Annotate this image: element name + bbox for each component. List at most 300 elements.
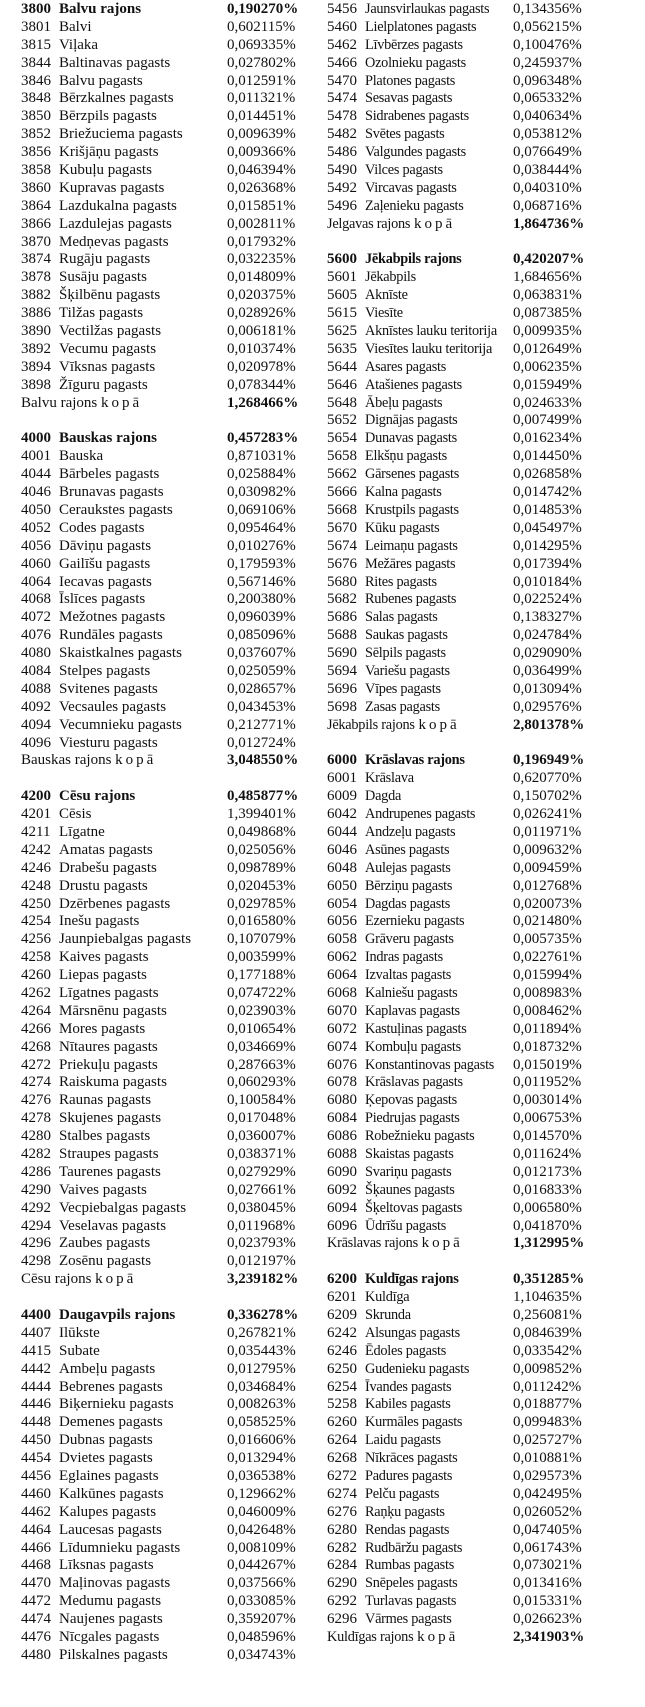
municipality-name: Skujenes pagasts (59, 1110, 162, 1127)
district-share: 0,196949% (513, 752, 585, 769)
district-section (327, 752, 639, 1253)
municipality-share: 0,017048% (227, 1110, 296, 1127)
municipality-row (21, 1522, 311, 1540)
municipality-code: 5462 (327, 36, 357, 53)
municipality-code: 6058 (327, 931, 357, 948)
municipality-share: 0,020375% (227, 287, 296, 304)
municipality-row (327, 1164, 639, 1182)
municipality-name: Vecpiebalgas pagasts (59, 1199, 187, 1216)
municipality-share: 0,003014% (513, 1092, 582, 1109)
municipality-share: 0,020073% (513, 895, 582, 912)
municipality-share: 0,036538% (227, 1468, 296, 1485)
municipality-name: Aulejas pagasts (365, 859, 451, 876)
municipality-code: 5666 (327, 484, 357, 501)
municipality-name: Ambeļu pagasts (59, 1360, 156, 1377)
district-name: Bauskas rajons (59, 430, 157, 447)
municipality-row (21, 699, 311, 717)
municipality-name: Vecumnieku pagasts (59, 716, 182, 733)
municipality-code: 3852 (21, 126, 51, 143)
municipality-row (21, 1200, 311, 1218)
municipality-code: 4476 (21, 1629, 51, 1646)
municipality-row (21, 1450, 311, 1468)
municipality-name: Ceraukstes pagasts (59, 501, 173, 518)
district-section (327, 1271, 639, 1647)
municipality-row (327, 1611, 639, 1629)
municipality-name: Taurenes pagasts (59, 1163, 161, 1180)
municipality-code: 4480 (21, 1646, 51, 1663)
municipality-row (21, 1182, 311, 1200)
municipality-share: 0,009639% (227, 126, 296, 143)
municipality-name: Veselavas pagasts (59, 1217, 167, 1234)
municipality-share: 0,011321% (227, 90, 296, 107)
municipality-code: 4096 (21, 734, 51, 751)
municipality-row (327, 878, 639, 896)
municipality-name: Kupravas pagasts (59, 179, 165, 196)
municipality-share: 0,035443% (227, 1342, 296, 1359)
municipality-code: 3886 (21, 305, 51, 322)
municipality-name: Konstantinovas pagasts (365, 1056, 495, 1073)
municipality-share: 0,014853% (513, 501, 582, 518)
municipality-share: 0,026241% (513, 806, 582, 823)
district-header-row (327, 752, 639, 770)
municipality-row (21, 1253, 311, 1271)
municipality-row (21, 251, 311, 269)
municipality-row (21, 1432, 311, 1450)
total-word: kopā (417, 1629, 459, 1646)
municipality-share: 0,074722% (227, 984, 296, 1001)
municipality-share: 0,009852% (513, 1360, 582, 1377)
municipality-name: Ezernieku pagasts (365, 913, 465, 930)
municipality-row (21, 735, 311, 753)
municipality-code: 4064 (21, 573, 51, 590)
municipality-name: Inešu pagasts (59, 913, 140, 930)
municipality-share: 0,011242% (513, 1378, 582, 1395)
municipality-share: 0,007499% (513, 412, 582, 429)
municipality-code: 3894 (21, 358, 51, 375)
municipality-code: 4046 (21, 484, 51, 501)
municipality-name: Brunavas pagasts (59, 484, 164, 501)
municipality-name: Rudbāržu pagasts (365, 1539, 463, 1556)
municipality-name: Vīksnas pagasts (59, 358, 156, 375)
municipality-row (21, 1361, 311, 1379)
district-share: 0,190270% (227, 1, 299, 17)
municipality-row (327, 1414, 639, 1432)
total-label: Kuldīgas rajons (327, 1629, 414, 1646)
municipality-share: 0,025884% (227, 466, 296, 483)
municipality-code: 5680 (327, 573, 357, 590)
municipality-code: 6092 (327, 1181, 357, 1198)
municipality-share: 0,033542% (513, 1342, 582, 1359)
municipality-share: 0,013416% (513, 1575, 582, 1592)
municipality-share: 1,399401% (227, 806, 296, 823)
municipality-row (327, 913, 639, 931)
municipality-row (21, 1486, 311, 1504)
municipality-row (327, 788, 639, 806)
municipality-name: Gailīšu pagasts (59, 555, 151, 572)
municipality-name: Viesītes lauku teritorija (365, 340, 493, 357)
municipality-code: 6201 (327, 1289, 357, 1306)
municipality-share: 0,029573% (513, 1468, 582, 1485)
municipality-name: Snēpeles pagasts (365, 1575, 458, 1592)
district-section (21, 1307, 311, 1665)
municipality-code: 6050 (327, 877, 357, 894)
municipality-code: 4462 (21, 1503, 51, 1520)
municipality-row (327, 1307, 639, 1325)
municipality-name: Dvietes pagasts (59, 1450, 153, 1467)
municipality-share: 0,015949% (513, 376, 582, 393)
municipality-code: 4407 (21, 1324, 51, 1341)
municipality-code: 6074 (327, 1038, 357, 1055)
municipality-row (327, 287, 639, 305)
district-header-row (327, 1271, 639, 1289)
municipality-row (327, 19, 639, 37)
municipality-row (327, 1396, 639, 1414)
municipality-row (327, 627, 639, 645)
district-share: 0,485877% (227, 788, 299, 805)
municipality-share: 0,009366% (227, 144, 296, 161)
municipality-code: 4076 (21, 627, 51, 644)
municipality-row (327, 377, 639, 395)
municipality-row (327, 323, 639, 341)
municipality-code: 6094 (327, 1199, 357, 1216)
district-header-row (21, 1, 311, 19)
municipality-name: Raņķu pagasts (365, 1503, 445, 1520)
municipality-share: 0,021480% (513, 913, 582, 930)
district-name: Kuldīgas rajons (365, 1271, 459, 1288)
municipality-code: 6076 (327, 1056, 357, 1073)
municipality-row (327, 1557, 639, 1575)
municipality-name: Zasas pagasts (365, 698, 440, 715)
municipality-share: 0,012649% (513, 340, 582, 357)
municipality-name: Atašienes pagasts (365, 376, 462, 393)
municipality-row (327, 484, 639, 502)
municipality-share: 0,026858% (513, 466, 582, 483)
municipality-code: 6084 (327, 1110, 357, 1127)
municipality-code: 5686 (327, 609, 357, 626)
municipality-code: 6078 (327, 1074, 357, 1091)
municipality-name: Kaplavas pagasts (365, 1002, 460, 1019)
municipality-code: 5682 (327, 591, 357, 608)
municipality-row (327, 412, 639, 430)
municipality-share: 1,104635% (513, 1289, 582, 1306)
municipality-row (327, 1522, 639, 1540)
municipality-row (327, 1182, 639, 1200)
section-gap (327, 234, 639, 252)
municipality-row (327, 1504, 639, 1522)
municipality-name: Asares pagasts (365, 358, 447, 375)
municipality-share: 0,069106% (227, 501, 296, 518)
municipality-row (327, 1146, 639, 1164)
section-gap (21, 770, 311, 788)
municipality-row (327, 1074, 639, 1092)
municipality-name: Rubenes pagasts (365, 591, 457, 608)
municipality-code: 3856 (21, 144, 51, 161)
municipality-share: 0,200380% (227, 591, 296, 608)
municipality-name: Līksnas pagasts (59, 1557, 154, 1574)
municipality-code: 6070 (327, 1002, 357, 1019)
municipality-share: 0,009935% (513, 323, 582, 340)
municipality-name: Līgatne (59, 823, 105, 840)
municipality-share: 0,100476% (513, 36, 582, 53)
municipality-name: Kastuļinas pagasts (365, 1020, 467, 1037)
municipality-name: Aknīste (365, 287, 408, 304)
municipality-code: 6254 (327, 1378, 357, 1395)
municipality-row (21, 860, 311, 878)
municipality-row (327, 448, 639, 466)
municipality-name: Rundāles pagasts (59, 627, 163, 644)
municipality-row (327, 162, 639, 180)
municipality-row (327, 806, 639, 824)
municipality-code: 4286 (21, 1163, 51, 1180)
municipality-code: 4266 (21, 1020, 51, 1037)
municipality-row (327, 55, 639, 73)
district-section (21, 430, 311, 770)
municipality-share: 0,011894% (513, 1020, 582, 1037)
municipality-row (21, 1396, 311, 1414)
municipality-code: 3878 (21, 269, 51, 286)
municipality-name: Lielplatones pagasts (365, 18, 477, 35)
municipality-row (21, 538, 311, 556)
municipality-name: Straupes pagasts (59, 1146, 159, 1162)
municipality-name: Dubnas pagasts (59, 1432, 153, 1449)
total-share: 3,239182% (227, 1271, 299, 1288)
municipality-share: 0,008109% (227, 1539, 296, 1556)
municipality-row (327, 824, 639, 842)
municipality-share: 0,037566% (227, 1575, 296, 1592)
total-label: Jelgavas rajons (327, 215, 411, 232)
municipality-share: 0,073021% (513, 1557, 582, 1574)
municipality-share: 0,030982% (227, 484, 296, 501)
municipality-row (21, 1235, 311, 1253)
municipality-row (21, 1611, 311, 1629)
municipality-row (21, 1218, 311, 1236)
municipality-row (327, 949, 639, 967)
municipality-share: 0,024784% (513, 627, 582, 644)
municipality-share: 0,063831% (513, 287, 582, 304)
municipality-code: 6282 (327, 1539, 357, 1556)
municipality-share: 0,212771% (227, 716, 296, 733)
municipality-code: 5605 (327, 287, 357, 304)
municipality-row (21, 931, 311, 949)
municipality-row (327, 609, 639, 627)
municipality-name: Indras pagasts (365, 949, 443, 966)
municipality-code: 4258 (21, 949, 51, 966)
municipality-row (21, 967, 311, 985)
municipality-row (327, 198, 639, 216)
municipality-code: 4084 (21, 662, 51, 679)
municipality-share: 0,010184% (513, 573, 582, 590)
municipality-code: 5646 (327, 376, 357, 393)
municipality-share: 0,028926% (227, 305, 296, 322)
municipality-row (327, 144, 639, 162)
municipality-share: 0,620770% (513, 770, 582, 787)
municipality-share: 0,012197% (227, 1253, 296, 1270)
municipality-row (327, 556, 639, 574)
municipality-name: Lazdukalna pagasts (59, 197, 177, 214)
municipality-row (327, 967, 639, 985)
municipality-row (327, 1110, 639, 1128)
municipality-name: Dignājas pagasts (365, 412, 458, 429)
municipality-row (21, 1575, 311, 1593)
municipality-code: 4456 (21, 1468, 51, 1485)
municipality-share: 0,009459% (513, 859, 582, 876)
municipality-row (327, 180, 639, 198)
municipality-share: 0,006753% (513, 1110, 582, 1127)
municipality-row (327, 663, 639, 681)
municipality-row (21, 645, 311, 663)
municipality-code: 4056 (21, 537, 51, 554)
municipality-code: 4296 (21, 1235, 51, 1252)
municipality-code: 4470 (21, 1575, 51, 1592)
municipality-row (21, 1039, 311, 1057)
municipality-row (21, 591, 311, 609)
municipality-share: 0,042495% (513, 1485, 582, 1502)
municipality-name: Medumu pagasts (59, 1593, 162, 1610)
municipality-code: 6264 (327, 1432, 357, 1449)
municipality-name: Šķaunes pagasts (365, 1181, 455, 1198)
municipality-name: Robežnieku pagasts (365, 1128, 475, 1145)
municipality-row (21, 1110, 311, 1128)
municipality-share: 0,014570% (513, 1128, 582, 1145)
municipality-share: 0,138327% (513, 609, 582, 626)
municipality-name: Piedrujas pagasts (365, 1110, 460, 1127)
municipality-share: 0,087385% (513, 305, 582, 322)
municipality-share: 0,046394% (227, 162, 296, 179)
municipality-code: 6242 (327, 1324, 357, 1341)
municipality-row (327, 1379, 639, 1397)
district-name: Daugavpils rajons (59, 1307, 176, 1324)
municipality-share: 0,099483% (513, 1414, 582, 1431)
district-total-row (21, 752, 311, 770)
municipality-share: 0,016606% (227, 1432, 296, 1449)
municipality-name: Viļaka (59, 36, 99, 53)
district-name: Cēsu rajons (59, 788, 136, 805)
municipality-row (21, 1074, 311, 1092)
municipality-row (327, 860, 639, 878)
municipality-name: Turlavas pagasts (365, 1593, 457, 1610)
municipality-row (21, 717, 311, 735)
municipality-name: Izvaltas pagasts (365, 967, 452, 984)
municipality-share: 0,017932% (227, 233, 296, 250)
municipality-name: Amatas pagasts (59, 841, 153, 858)
municipality-name: Dunavas pagasts (365, 430, 457, 447)
municipality-share: 0,014295% (513, 537, 582, 554)
municipality-code: 4044 (21, 466, 51, 483)
municipality-share: 0,065332% (513, 90, 582, 107)
district-name: Jēkabpils rajons (365, 251, 462, 268)
municipality-name: Dzērbenes pagasts (59, 895, 171, 912)
municipality-share: 0,567146% (227, 573, 296, 590)
municipality-code: 4272 (21, 1056, 51, 1073)
municipality-code: 4415 (21, 1342, 51, 1359)
municipality-code: 6292 (327, 1593, 357, 1610)
municipality-share: 0,020978% (227, 358, 296, 375)
municipality-name: Kalniešu pagasts (365, 984, 458, 1001)
municipality-code: 5674 (327, 537, 357, 554)
municipality-name: Kabiles pagasts (365, 1396, 451, 1413)
municipality-name: Krustpils pagasts (365, 501, 459, 518)
municipality-row (21, 1557, 311, 1575)
municipality-row (327, 538, 639, 556)
total-word: kopā (418, 716, 460, 733)
municipality-share: 0,029785% (227, 895, 296, 912)
municipality-row (327, 1486, 639, 1504)
municipality-name: Kūku pagasts (365, 519, 440, 536)
municipality-share: 0,040634% (513, 108, 582, 125)
municipality-row (327, 1003, 639, 1021)
municipality-share: 0,036499% (513, 662, 582, 679)
municipality-name: Bērzkalnes pagasts (59, 90, 174, 107)
municipality-name: Andzeļu pagasts (365, 823, 456, 840)
municipality-code: 5658 (327, 448, 357, 465)
municipality-code: 5652 (327, 412, 357, 429)
municipality-share: 0,010374% (227, 340, 296, 357)
municipality-code: 5482 (327, 126, 357, 143)
municipality-row (327, 770, 639, 788)
municipality-share: 0,023903% (227, 1002, 296, 1019)
municipality-share: 0,011971% (513, 823, 582, 840)
section-gap (327, 1253, 639, 1271)
municipality-name: Pilskalnes pagasts (59, 1646, 168, 1663)
municipality-code: 6276 (327, 1503, 357, 1520)
municipality-share: 0,037607% (227, 645, 296, 662)
municipality-row (21, 1003, 311, 1021)
municipality-name: Ilūkste (59, 1324, 100, 1341)
municipality-share: 0,034684% (227, 1378, 296, 1395)
municipality-code: 5654 (327, 430, 357, 447)
district-section (327, 1, 639, 234)
municipality-code: 6096 (327, 1217, 357, 1234)
municipality-name: Skrunda (365, 1307, 411, 1324)
municipality-row (327, 1575, 639, 1593)
municipality-share: 0,013294% (227, 1450, 296, 1467)
municipality-code: 3848 (21, 90, 51, 107)
municipality-name: Kalupes pagasts (59, 1503, 157, 1520)
municipality-row (327, 1593, 639, 1611)
municipality-row (327, 1218, 639, 1236)
municipality-share: 0,084639% (513, 1324, 582, 1341)
municipality-share: 0,038444% (513, 162, 582, 179)
municipality-name: Zaļenieku pagasts (365, 197, 464, 214)
municipality-code: 4264 (21, 1002, 51, 1019)
municipality-share: 0,134356% (513, 1, 582, 17)
municipality-name: Kalna pagasts (365, 484, 442, 501)
municipality-code: 4294 (21, 1217, 51, 1234)
municipality-name: Priekuļu pagasts (59, 1056, 158, 1073)
municipality-row (21, 1325, 311, 1343)
municipality-code: 4260 (21, 967, 51, 984)
municipality-code: 4068 (21, 591, 51, 608)
municipality-row (21, 842, 311, 860)
municipality-name: Leimaņu pagasts (365, 537, 458, 554)
municipality-code: 5690 (327, 645, 357, 662)
municipality-share: 0,076649% (513, 144, 582, 161)
total-word: kopā (413, 215, 456, 232)
municipality-name: Laidu pagasts (365, 1432, 441, 1449)
municipality-name: Skaistkalnes pagasts (59, 645, 182, 662)
municipality-share: 0,049868% (227, 823, 296, 840)
municipality-row (21, 627, 311, 645)
total-label: Bauskas rajons (21, 752, 112, 769)
municipality-name: Nīkrāces pagasts (365, 1450, 458, 1467)
municipality-name: Codes pagasts (59, 519, 145, 536)
municipality-code: 6268 (327, 1450, 357, 1467)
municipality-row (21, 162, 311, 180)
municipality-name: Svitenes pagasts (59, 680, 158, 697)
municipality-code: 6284 (327, 1557, 357, 1574)
municipality-code: 4256 (21, 931, 51, 948)
municipality-row (327, 520, 639, 538)
